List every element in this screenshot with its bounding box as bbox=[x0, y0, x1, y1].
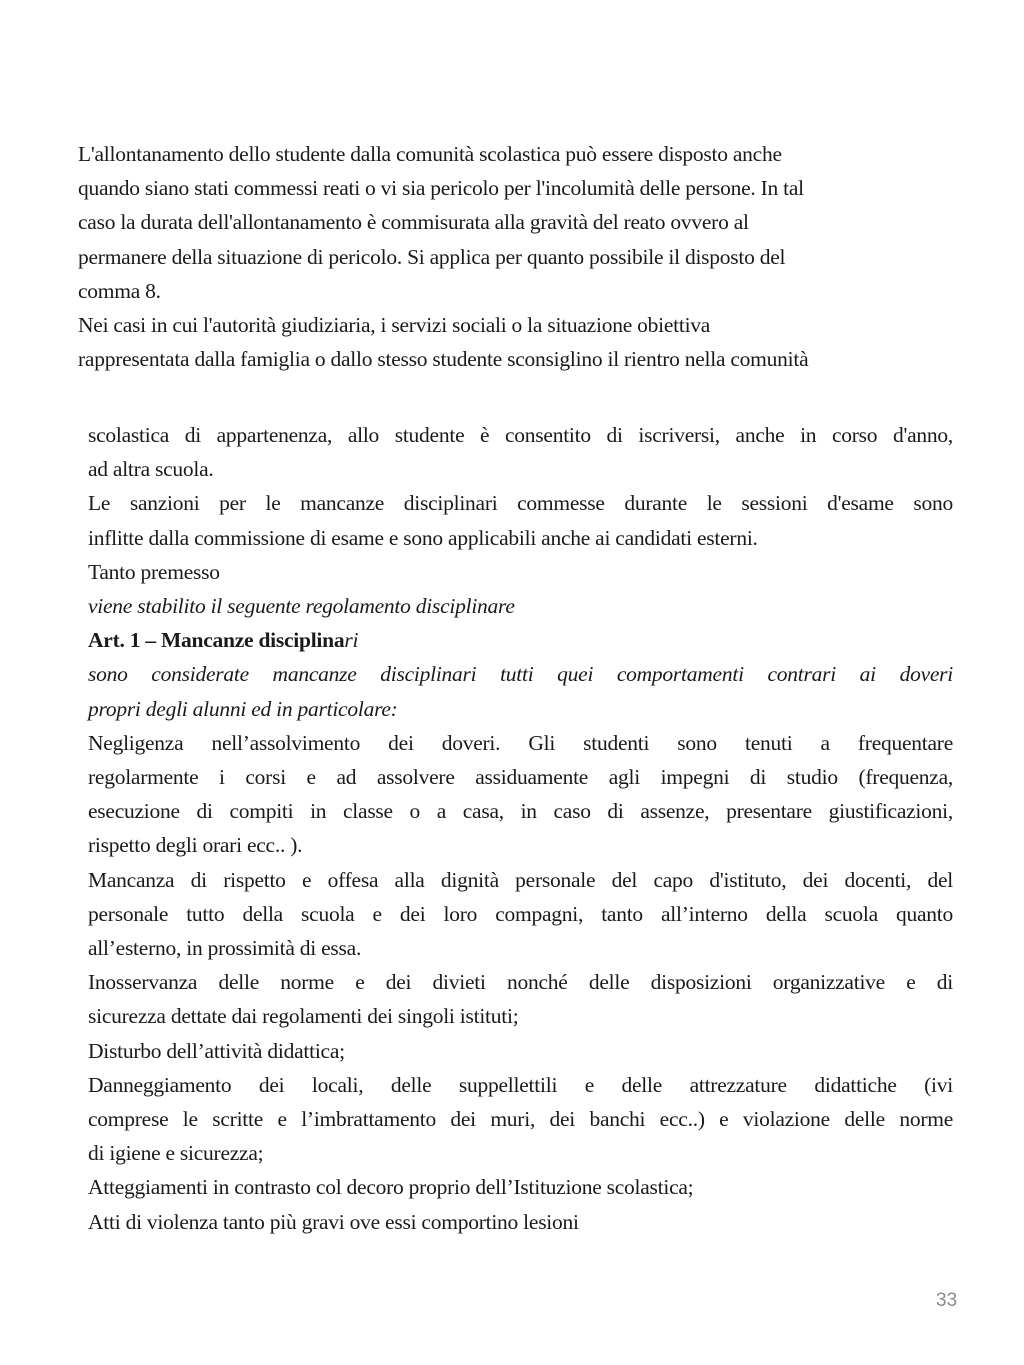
text-line: di igiene e sicurezza; bbox=[88, 1141, 264, 1166]
main-text-block bbox=[88, 418, 953, 1239]
item-lack-of-respect bbox=[88, 863, 953, 966]
text-line: Inosservanza delle norme e dei divieti nonché delle disposizioni organizzative e di bbox=[88, 970, 953, 995]
text-line: regolarmente i corsi e ad assolvere assiduamente agli impegni di studio (frequenza, bbox=[88, 765, 953, 790]
text-line: caso la durata dell'allontanamento è commisurata alla gravità del reato ovvero al bbox=[78, 210, 749, 235]
item-disturbance bbox=[88, 1034, 953, 1068]
article-heading-bold: Art. 1 – Mancanze disciplina bbox=[88, 628, 345, 653]
article-heading bbox=[88, 623, 953, 657]
paragraph-exam-sanctions bbox=[88, 486, 953, 554]
text-line: all’esterno, in prossimità di essa. bbox=[88, 936, 362, 961]
text-line: L'allontanamento dello studente dalla comunità scolastica può essere disposto anche bbox=[78, 142, 782, 166]
article-intro bbox=[88, 657, 953, 725]
text-line: Negligenza nell’assolvimento dei doveri. Gli studenti sono tenuti a frequentare bbox=[88, 730, 953, 755]
item-damage bbox=[88, 1068, 953, 1171]
item-violence bbox=[88, 1205, 953, 1239]
text-line: inflitte dalla commissione di esame e sono applicabili anche ai candidati esterni. bbox=[88, 525, 758, 550]
text-line: ad altra scuola. bbox=[88, 457, 214, 482]
text-line: Disturbo dell’attività didattica; bbox=[88, 1038, 345, 1063]
top-text-block bbox=[78, 137, 958, 376]
article-heading-italic: ri bbox=[344, 628, 359, 653]
text-line: Atteggiamenti in contrasto col decoro proprio dell’Istituzione scolastica; bbox=[88, 1175, 694, 1200]
text-line: Mancanza di rispetto e offesa alla dignità personale del capo d'istituto, dei docenti, del bbox=[88, 867, 953, 892]
text-line: comma 8. bbox=[78, 278, 161, 303]
page-number: 33 bbox=[936, 1290, 958, 1311]
text-line: sono considerate mancanze disciplinari tutti quei comportamenti contrari ai doveri bbox=[88, 662, 953, 687]
regulation-statement: viene stabilito il seguente regolamento disciplinare bbox=[88, 594, 515, 619]
text-line: esecuzione di compiti in classe o a casa, in caso di assenze, presentare giustificazioni, bbox=[88, 799, 953, 824]
text-line: Atti di violenza tanto più gravi ove essi comportino lesioni bbox=[88, 1209, 579, 1234]
item-negligence bbox=[88, 726, 953, 863]
item-decorum bbox=[88, 1170, 953, 1204]
text-line: sicurezza dettate dai regolamenti dei singoli istituti; bbox=[88, 1004, 519, 1029]
text-line: scolastica di appartenenza, allo studente è consentito di iscriversi, anche in corso d'anno, bbox=[88, 423, 953, 447]
text-line: Danneggiamento dei locali, delle suppellettili e delle attrezzature didattiche (ivi bbox=[88, 1072, 953, 1097]
tanto-premesso: Tanto premesso bbox=[88, 559, 220, 584]
text-line: propri degli alunni ed in particolare: bbox=[88, 696, 398, 721]
text-line: Nei casi in cui l'autorità giudiziaria, i servizi sociali o la situazione obiettiva bbox=[78, 313, 711, 338]
text-line: comprese le scritte e l’imbrattamento dei muri, dei banchi ecc..) e violazione delle norme bbox=[88, 1107, 953, 1132]
text-line: quando siano stati commessi reati o vi sia pericolo per l'incolumità delle persone. In tal bbox=[78, 176, 804, 201]
text-line: personale tutto della scuola e dei loro compagni, tanto all’interno della scuola quanto bbox=[88, 901, 953, 926]
text-line: rappresentata dalla famiglia o dallo stesso studente sconsiglino il rientro nella comunità bbox=[78, 347, 809, 372]
text-line: Le sanzioni per le mancanze disciplinari commesse durante le sessioni d'esame sono bbox=[88, 491, 953, 516]
paragraph-transfer bbox=[88, 418, 953, 486]
text-line: rispetto degli orari ecc.. ). bbox=[88, 833, 303, 858]
text-line: permanere della situazione di pericolo. Si applica per quanto possibile il disposto del bbox=[78, 244, 786, 269]
item-nonobservance bbox=[88, 965, 953, 1033]
